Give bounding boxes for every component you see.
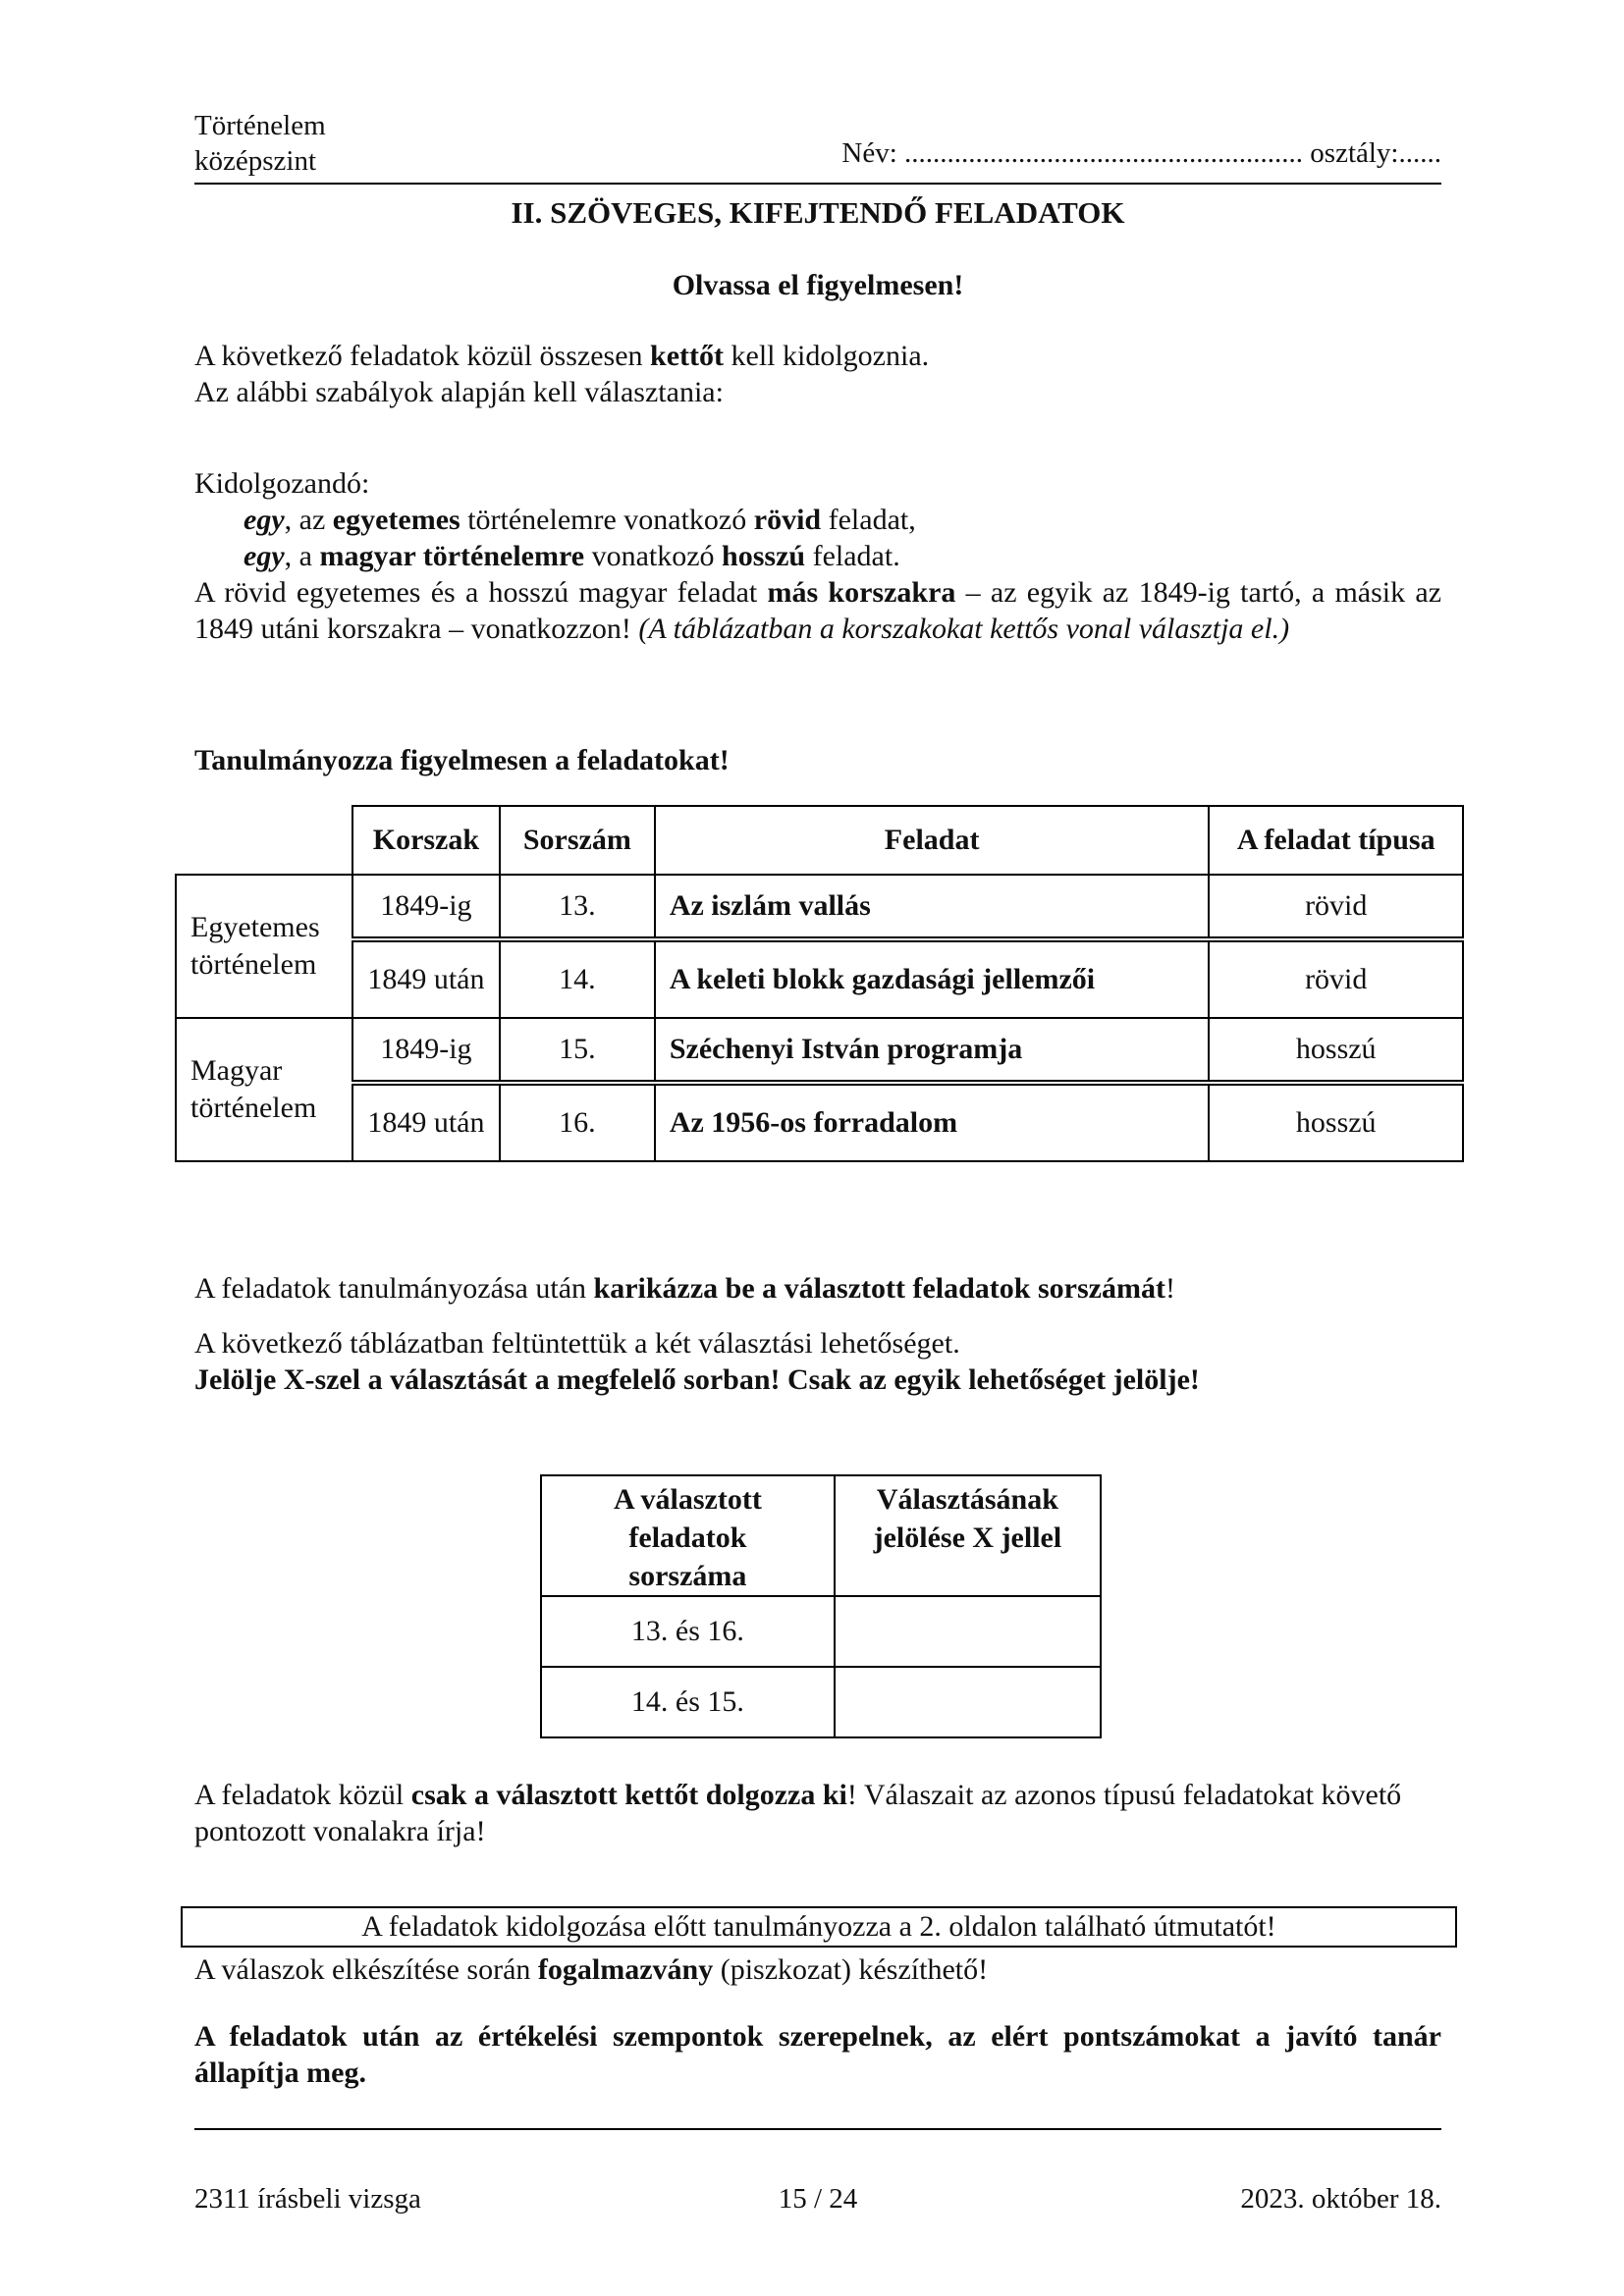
rules-label: Kidolgozandó:	[194, 467, 370, 500]
level-label: középszint	[194, 145, 317, 177]
table-row	[541, 1667, 1101, 1737]
options-paragraph	[194, 1325, 1441, 1398]
page-number: 15 / 24	[778, 2183, 858, 2215]
only-two-paragraph	[194, 1777, 1441, 1849]
intro-text: kell kidolgoznia.	[724, 340, 930, 372]
intro-paragraph	[194, 338, 1441, 410]
instruction-emphasis: csak a választott kettőt dolgozza ki	[410, 1779, 847, 1811]
choice-header-numbers: A választott feladatok sorszáma	[541, 1475, 835, 1596]
exam-code: 2311 írásbeli vizsga	[194, 2183, 421, 2215]
table-row	[541, 1596, 1101, 1667]
circle-instruction	[194, 1270, 1441, 1307]
study-heading: Tanulmányozza figyelmesen a feladatokat!	[194, 744, 730, 776]
instruction-text: A feladatok közül	[194, 1779, 411, 1811]
instruction-text: A feladatok tanulmányozása után	[194, 1272, 594, 1305]
instruction-emphasis: karikázza be a választott feladatok sorszámát	[593, 1272, 1165, 1305]
section-title: II. SZÖVEGES, KIFEJTENDŐ FELADATOK	[511, 195, 1125, 230]
number-cell: 16.	[500, 1083, 655, 1161]
type-cell: rövid	[1209, 875, 1463, 939]
choice-mark-cell[interactable]	[835, 1596, 1101, 1667]
table-row	[176, 939, 1463, 1018]
task-cell: Az 1956-os forradalom	[655, 1083, 1210, 1161]
col-header: Sorszám	[500, 806, 655, 875]
instruction-text: !	[1164, 1272, 1175, 1305]
rule-emphasis: rövid	[753, 504, 822, 536]
number-cell: 15.	[500, 1018, 655, 1083]
task-cell: A keleti blokk gazdasági jellemzői	[655, 939, 1210, 1018]
choice-option: 14. és 15.	[541, 1667, 835, 1737]
instruction-text: ! Válaszait az azonos típusú feladatokat követő pontozott vonalakra írja!	[194, 1779, 1402, 1847]
choice-table	[540, 1474, 1102, 1738]
rule-emphasis: magyar történelemre	[319, 540, 585, 572]
number-cell: 13.	[500, 875, 655, 939]
instruction-text: (piszkozat) készíthető!	[713, 1953, 989, 1986]
intro-line-2: Az alábbi szabályok alapján kell választania:	[194, 376, 724, 408]
subject-label: Történelem	[194, 110, 326, 141]
guide-note-box: A feladatok kidolgozása előtt tanulmányozza a 2. oldalon található útmutatót!	[181, 1906, 1457, 1948]
period-cell: 1849 után	[352, 1083, 500, 1161]
col-header: Korszak	[352, 806, 500, 875]
table-corner	[176, 806, 352, 875]
rules-block	[194, 465, 1441, 647]
number-cell: 14.	[500, 939, 655, 1018]
rule-emphasis: egyetemes	[332, 504, 460, 536]
options-text: A következő táblázatban feltüntettük a két választási lehetőséget.	[194, 1327, 960, 1360]
table-row	[176, 875, 1463, 939]
col-header: Feladat	[655, 806, 1210, 875]
intro-text: A következő feladatok közül összesen	[194, 340, 651, 372]
exam-date: 2023. október 18.	[1240, 2183, 1441, 2215]
period-cell: 1849-ig	[352, 875, 500, 939]
evaluation-note: A feladatok után az értékelési szempontok szerepelnek, az elért pontszámokat a javító tanár állapítja meg.	[194, 2020, 1441, 2089]
footer-divider	[194, 2128, 1441, 2130]
task-cell: Az iszlám vallás	[655, 875, 1210, 939]
period-cell: 1849-ig	[352, 1018, 500, 1083]
group-universal: Egyetemes történelem	[176, 875, 352, 1018]
rule-text: feladat,	[821, 504, 916, 536]
task-cell: Széchenyi István programja	[655, 1018, 1210, 1083]
instruction-text: A válaszok elkészítése során	[194, 1953, 538, 1986]
rule-text: , az	[284, 504, 333, 536]
rule-emphasis: egy	[244, 504, 285, 536]
type-cell: hosszú	[1209, 1083, 1463, 1161]
table-row	[176, 1018, 1463, 1083]
choice-mark-cell[interactable]	[835, 1667, 1101, 1737]
period-cell: 1849 után	[352, 939, 500, 1018]
rule-emphasis: hosszú	[722, 540, 806, 572]
read-carefully-heading: Olvassa el figyelmesen!	[672, 269, 964, 301]
rule-emphasis: más korszakra	[767, 576, 956, 609]
choice-option: 13. és 16.	[541, 1596, 835, 1667]
mark-instruction: Jelölje X-szel a választását a megfelelő sorban! Csak az egyik lehetőséget jelölje!	[194, 1363, 1200, 1396]
rule-text: A rövid egyetemes és a hosszú magyar feladat	[194, 576, 768, 609]
type-cell: rövid	[1209, 939, 1463, 1018]
rule-text: vonatkozó	[584, 540, 723, 572]
header-subject	[194, 108, 326, 179]
rule-text: történelemre vonatkozó	[460, 504, 754, 536]
page-header	[194, 108, 1441, 185]
group-hungarian: Magyar történelem	[176, 1018, 352, 1161]
type-cell: hosszú	[1209, 1018, 1463, 1083]
name-class-field: Név: ........................................................ osztály:......	[841, 137, 1441, 169]
choice-header-mark: Választásának jelölése X jellel	[835, 1475, 1101, 1596]
rule-text: feladat.	[805, 540, 900, 572]
draft-note	[194, 1951, 1441, 1988]
intro-emphasis: kettőt	[650, 340, 725, 372]
col-header: A feladat típusa	[1209, 806, 1463, 875]
table-row	[176, 1083, 1463, 1161]
rule-text: , a	[284, 540, 320, 572]
instruction-emphasis: fogalmazvány	[537, 1953, 714, 1986]
tasks-table	[175, 805, 1464, 1162]
rule-text: – az egyik az 1849-ig tartó, a másik az 1849 utáni korszakra – vonatkozzon!	[194, 576, 1442, 645]
rule-emphasis: egy	[244, 540, 285, 572]
rule-italic-note: (A táblázatban a korszakokat kettős vonal választja el.)	[638, 613, 1290, 645]
